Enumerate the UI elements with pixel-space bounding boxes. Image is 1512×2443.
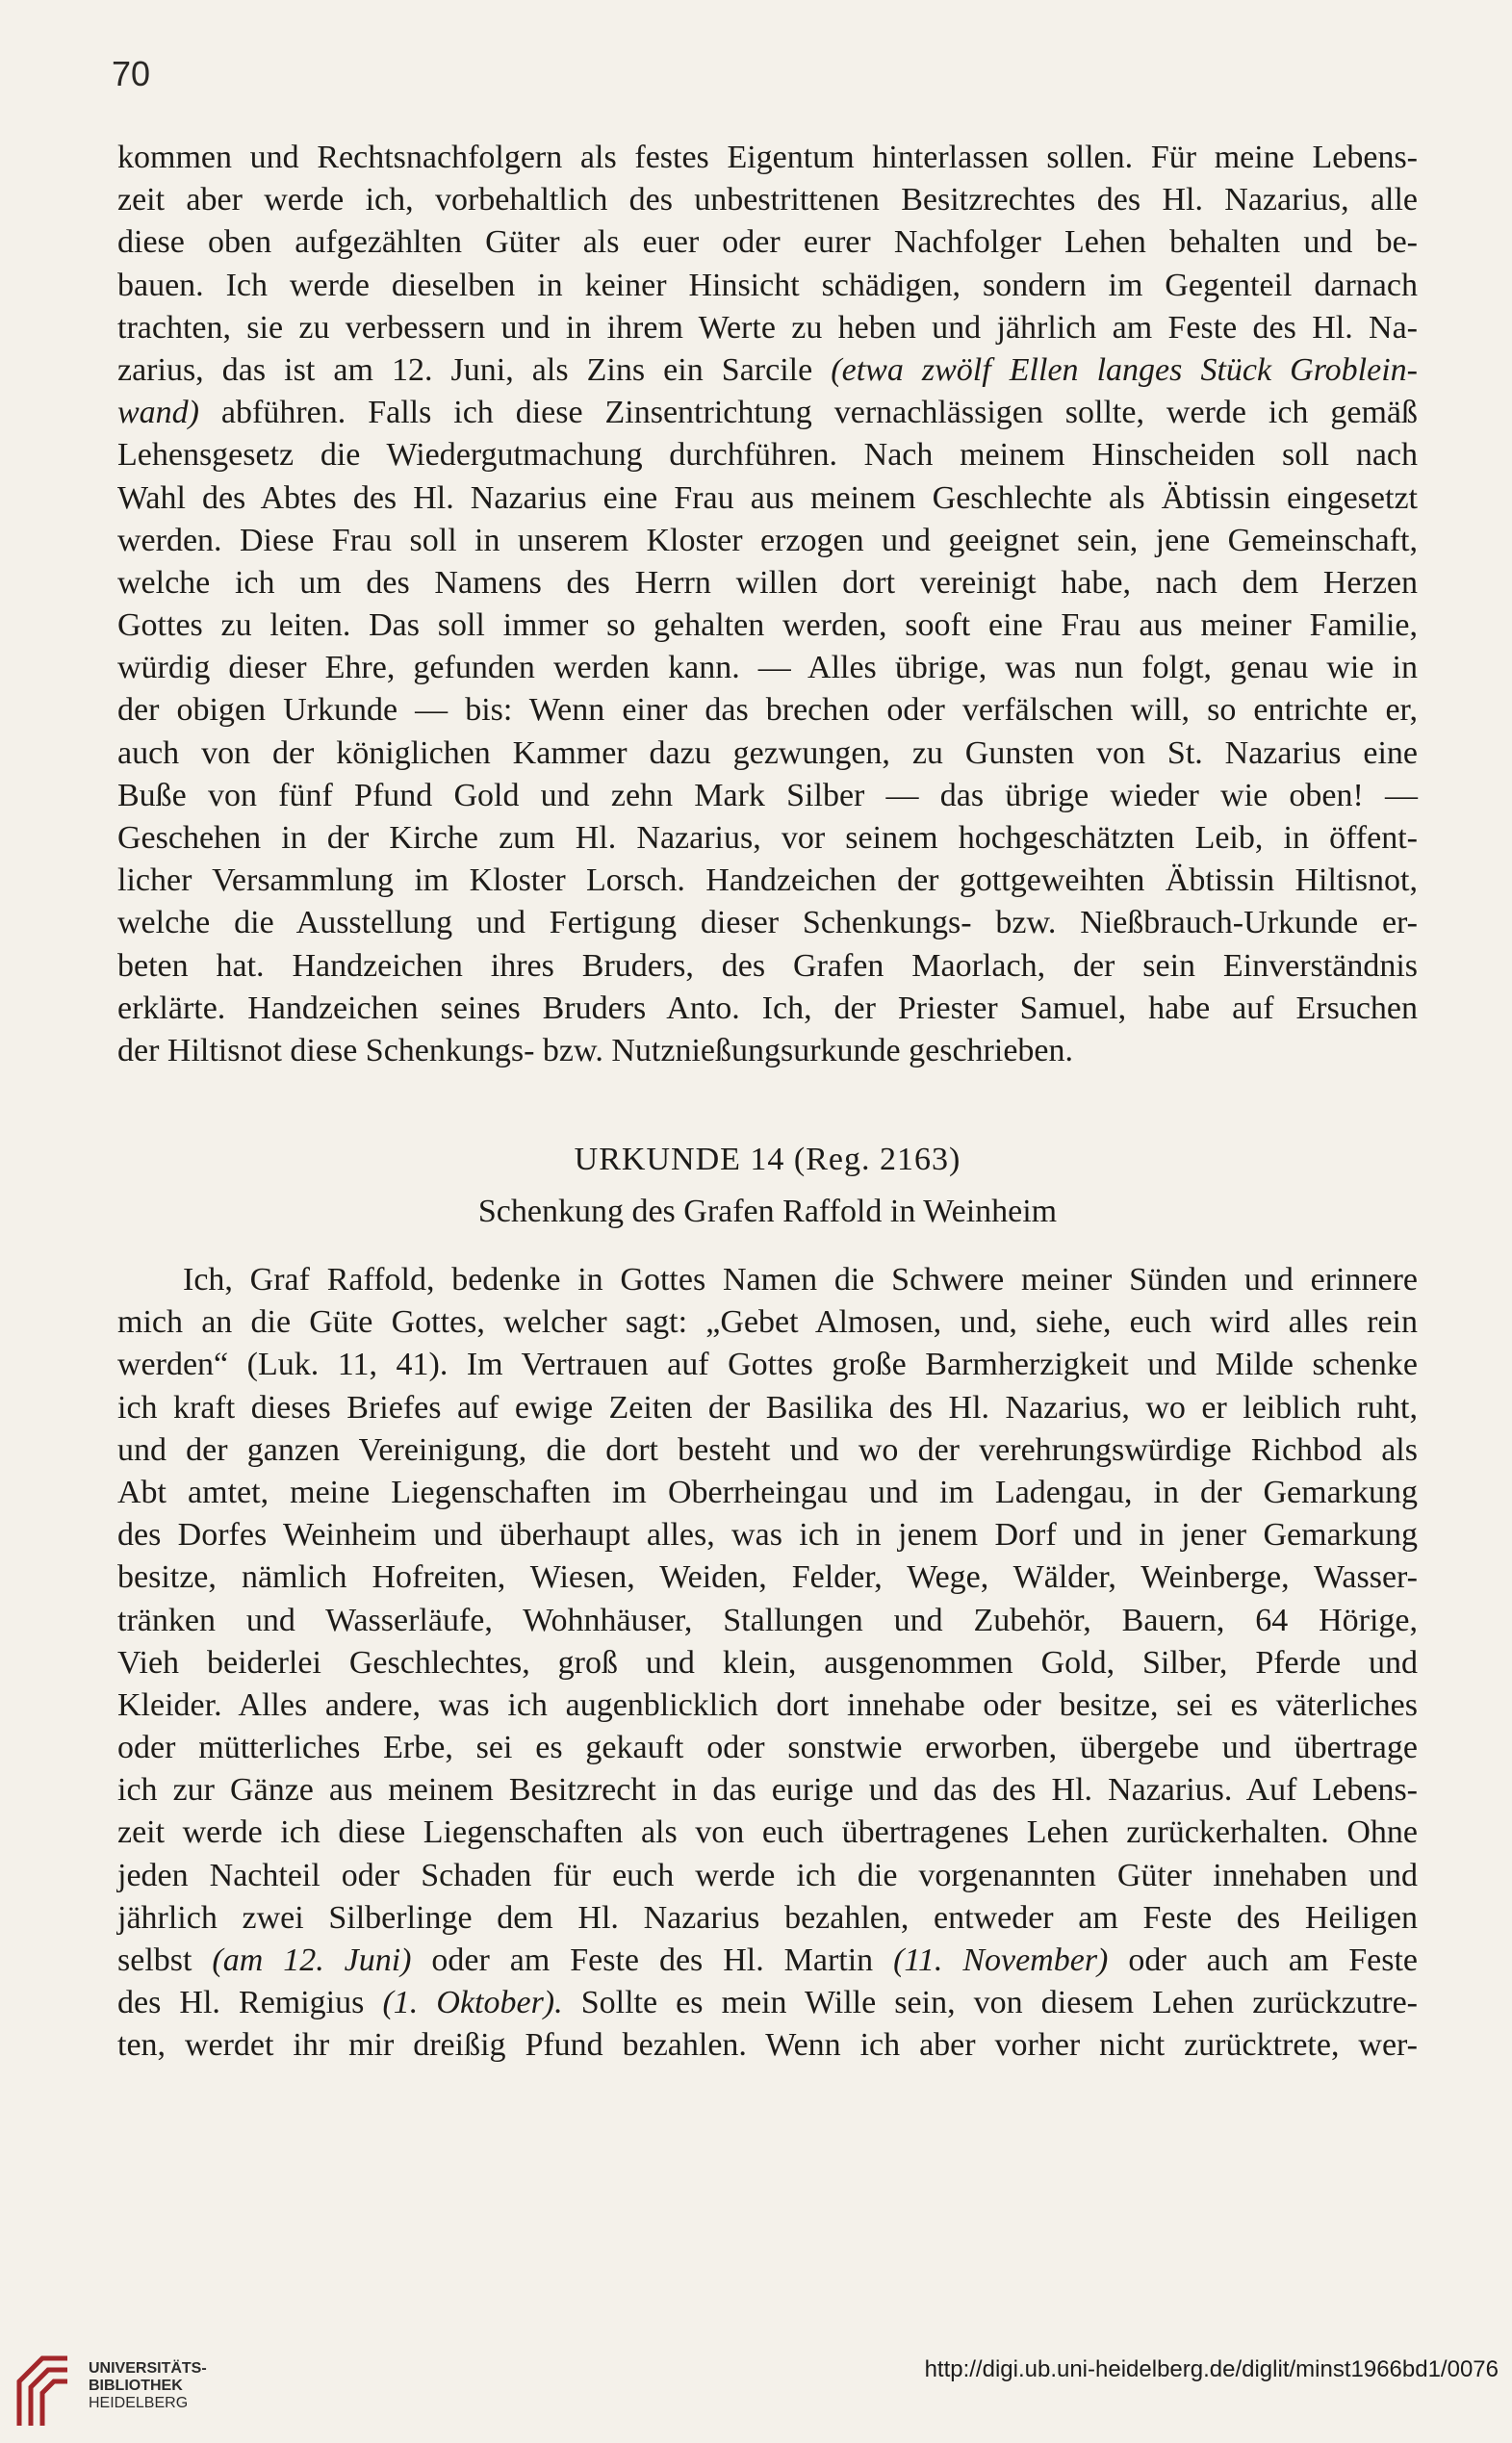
text-line: Buße von fünf Pfund Gold und zehn Mark Silber — das übrige wieder wie oben! —	[117, 777, 1418, 813]
text-line: welche ich um des Namens des Herrn willen dort vereinigt habe, nach dem Herzen	[117, 564, 1418, 601]
text-segment: oder am Feste des Hl. Martin	[411, 1942, 894, 1978]
section-title: Schenkung des Grafen Raffold in Weinheim	[477, 1194, 1058, 1229]
text-line: beten hat. Handzeichen ihres Bruders, des Grafen Maorlach, der sein Einverständnis	[117, 947, 1418, 984]
text-segment: oder auch am Feste	[1108, 1942, 1419, 1978]
text-line: trachten, sie zu verbessern und in ihrem Werte zu heben und jährlich am Feste des Hl. Na-	[117, 309, 1418, 346]
text-line: auch von der königlichen Kammer dazu gezwungen, zu Gunsten von St. Nazarius eine	[117, 734, 1418, 771]
text-line	[117, 392, 1418, 434]
text-line: Geschehen in der Kirche zum Hl. Nazarius, vor seinem hochgeschätzten Leib, in öffent-	[117, 820, 1418, 856]
italic-gloss: wand)	[117, 395, 199, 431]
text-segment: selbst	[117, 1942, 213, 1978]
text-line: licher Versammlung im Kloster Lorsch. Handzeichen der gottgeweihten Äbtissin Hiltisnot,	[117, 862, 1418, 899]
italic-date: (am 12. Juni)	[212, 1942, 412, 1978]
text-line: ich zur Gänze aus meinem Besitzrecht in das eurige und das des Hl. Nazarius. Auf Lebens-	[117, 1772, 1418, 1809]
text-line: Vieh beiderlei Geschlechtes, groß und klein, ausgenommen Gold, Silber, Pferde und	[117, 1644, 1418, 1681]
text-segment: zarius, das ist am 12. Juni, als Zins ein Sarcile	[117, 351, 832, 388]
text-line: zeit aber werde ich, vorbehaltlich des unbestrittenen Besitzrechtes des Hl. Nazarius, alle	[117, 182, 1418, 219]
text-line: bauen. Ich werde dieselben in keiner Hinsicht schädigen, sondern im Gegenteil darnach	[117, 267, 1418, 303]
text-line: der Hiltisnot diese Schenkungs- bzw. Nutznießungsurkunde geschrieben.	[117, 1032, 1074, 1068]
text-line: besitze, nämlich Hofreiten, Wiesen, Weiden, Felder, Wege, Wälder, Weinberge, Wasser-	[117, 1559, 1418, 1596]
text-line: jährlich zwei Silberlinge dem Hl. Nazarius bezahlen, entweder am Feste des Heiligen	[117, 1899, 1418, 1936]
text-line: und der ganzen Vereinigung, die dort besteht und wo der verehrungswürdige Richbod als	[117, 1431, 1418, 1468]
text-line: werden. Diese Frau soll in unserem Kloster erzogen und geeignet sein, jene Gemeinschaft,	[117, 522, 1418, 558]
text-line: Ich, Graf Raffold, bedenke in Gottes Namen die Schwere meiner Sünden und erinnere	[183, 1262, 1418, 1298]
text-line: werden“ (Luk. 11, 41). Im Vertrauen auf Gottes große Barmherzigkeit und Milde schenke	[117, 1347, 1418, 1383]
text-line: Gottes zu leiten. Das soll immer so gehalten werden, sooft eine Frau aus meiner Familie,	[117, 607, 1418, 644]
text-line: Abt amtet, meine Liegenschaften im Oberrheingau und im Ladengau, in der Gemarkung	[117, 1474, 1418, 1510]
page-number: 70	[112, 54, 151, 93]
text-line	[117, 349, 1418, 392]
paragraph-2	[117, 1259, 1418, 2068]
library-name-line: BIBLIOTHEK	[89, 2378, 183, 2394]
text-line	[117, 1982, 1418, 2024]
text-line: der obigen Urkunde — bis: Wenn einer das brechen oder verfälschen will, so entrichte er,	[117, 692, 1418, 729]
footer	[0, 2327, 1512, 2443]
text-line: Lehensgesetz die Wiedergutmachung durchführen. Nach meinem Hinscheiden soll nach	[117, 437, 1418, 474]
text-line: kommen und Rechtsnachfolgern als festes Eigentum hinterlassen sollen. Für meine Lebens-	[117, 140, 1418, 175]
text-segment: abführen. Falls ich diese Zinsentrichtung vernachlässigen sollte, werde ich gemäß	[199, 395, 1418, 431]
text-line	[117, 1940, 1418, 1982]
library-name-line: UNIVERSITÄTS-	[89, 2360, 207, 2377]
text-line: Wahl des Abtes des Hl. Nazarius eine Frau aus meinem Geschlechte als Äbtissin eingesetzt	[117, 479, 1418, 516]
italic-date: (1. Oktober).	[382, 1985, 563, 2021]
italic-date: (11. November)	[893, 1942, 1109, 1978]
source-url-link[interactable]: http://digi.ub.uni-heidelberg.de/diglit/minst1966bd1/0076	[924, 2356, 1499, 2382]
library-name	[89, 2360, 207, 2412]
text-segment: des Hl. Remigius	[117, 1985, 383, 2021]
text-line: oder mütterliches Erbe, sei es gekauft oder sonstwie erworben, übergebe und übertrage	[117, 1730, 1418, 1766]
library-name-line: HEIDELBERG	[89, 2395, 189, 2411]
text-line: welche die Ausstellung und Fertigung dieser Schenkungs- bzw. Nießbrauch-Urkunde er-	[117, 905, 1418, 941]
text-line: diese oben aufgezählten Güter als euer oder eurer Nachfolger Lehen behalten und be-	[117, 224, 1418, 261]
document-heading: URKUNDE 14 (Reg. 2163)	[574, 1142, 961, 1177]
text-line: zeit werde ich diese Liegenschaften als von euch übertragenes Lehen zurückerhalten. Ohne	[117, 1814, 1418, 1851]
text-line: jeden Nachteil oder Schaden für euch werde ich die vorgenannten Güter innehaben und	[117, 1857, 1418, 1893]
text-line: erklärte. Handzeichen seines Bruders Anto. Ich, der Priester Samuel, habe auf Ersuchen	[117, 990, 1418, 1026]
library-logo-icon	[13, 2343, 73, 2430]
italic-gloss: (etwa zwölf Ellen langes Stück Groblein-	[831, 351, 1418, 388]
text-line: Kleider. Alles andere, was ich augenblicklich dort innehabe oder besitze, sei es väterliches	[117, 1686, 1418, 1723]
text-line: des Dorfes Weinheim und überhaupt alles, was ich in jenem Dorf und in jener Gemarkung	[117, 1517, 1418, 1554]
text-line: tränken und Wasserläufe, Wohnhäuser, Stallungen und Zubehör, Bauern, 64 Hörige,	[117, 1602, 1418, 1638]
text-line: mich an die Güte Gottes, welcher sagt: „Gebet Almosen, und, siehe, euch wird alles rein	[117, 1304, 1418, 1341]
text-line: ten, werdet ihr mir dreißig Pfund bezahlen. Wenn ich aber vorher nicht zurücktrete, wer-	[117, 2027, 1418, 2064]
text-segment: Sollte es mein Wille sein, von diesem Lehen zurückzutre-	[562, 1985, 1418, 2021]
paragraph-1	[117, 137, 1418, 1072]
text-line: würdig dieser Ehre, gefunden werden kann. — Alles übrige, was nun folgt, genau wie in	[117, 650, 1418, 686]
text-line: ich kraft dieses Briefes auf ewige Zeiten der Basilika des Hl. Nazarius, wo er leiblich ruht,	[117, 1389, 1418, 1426]
